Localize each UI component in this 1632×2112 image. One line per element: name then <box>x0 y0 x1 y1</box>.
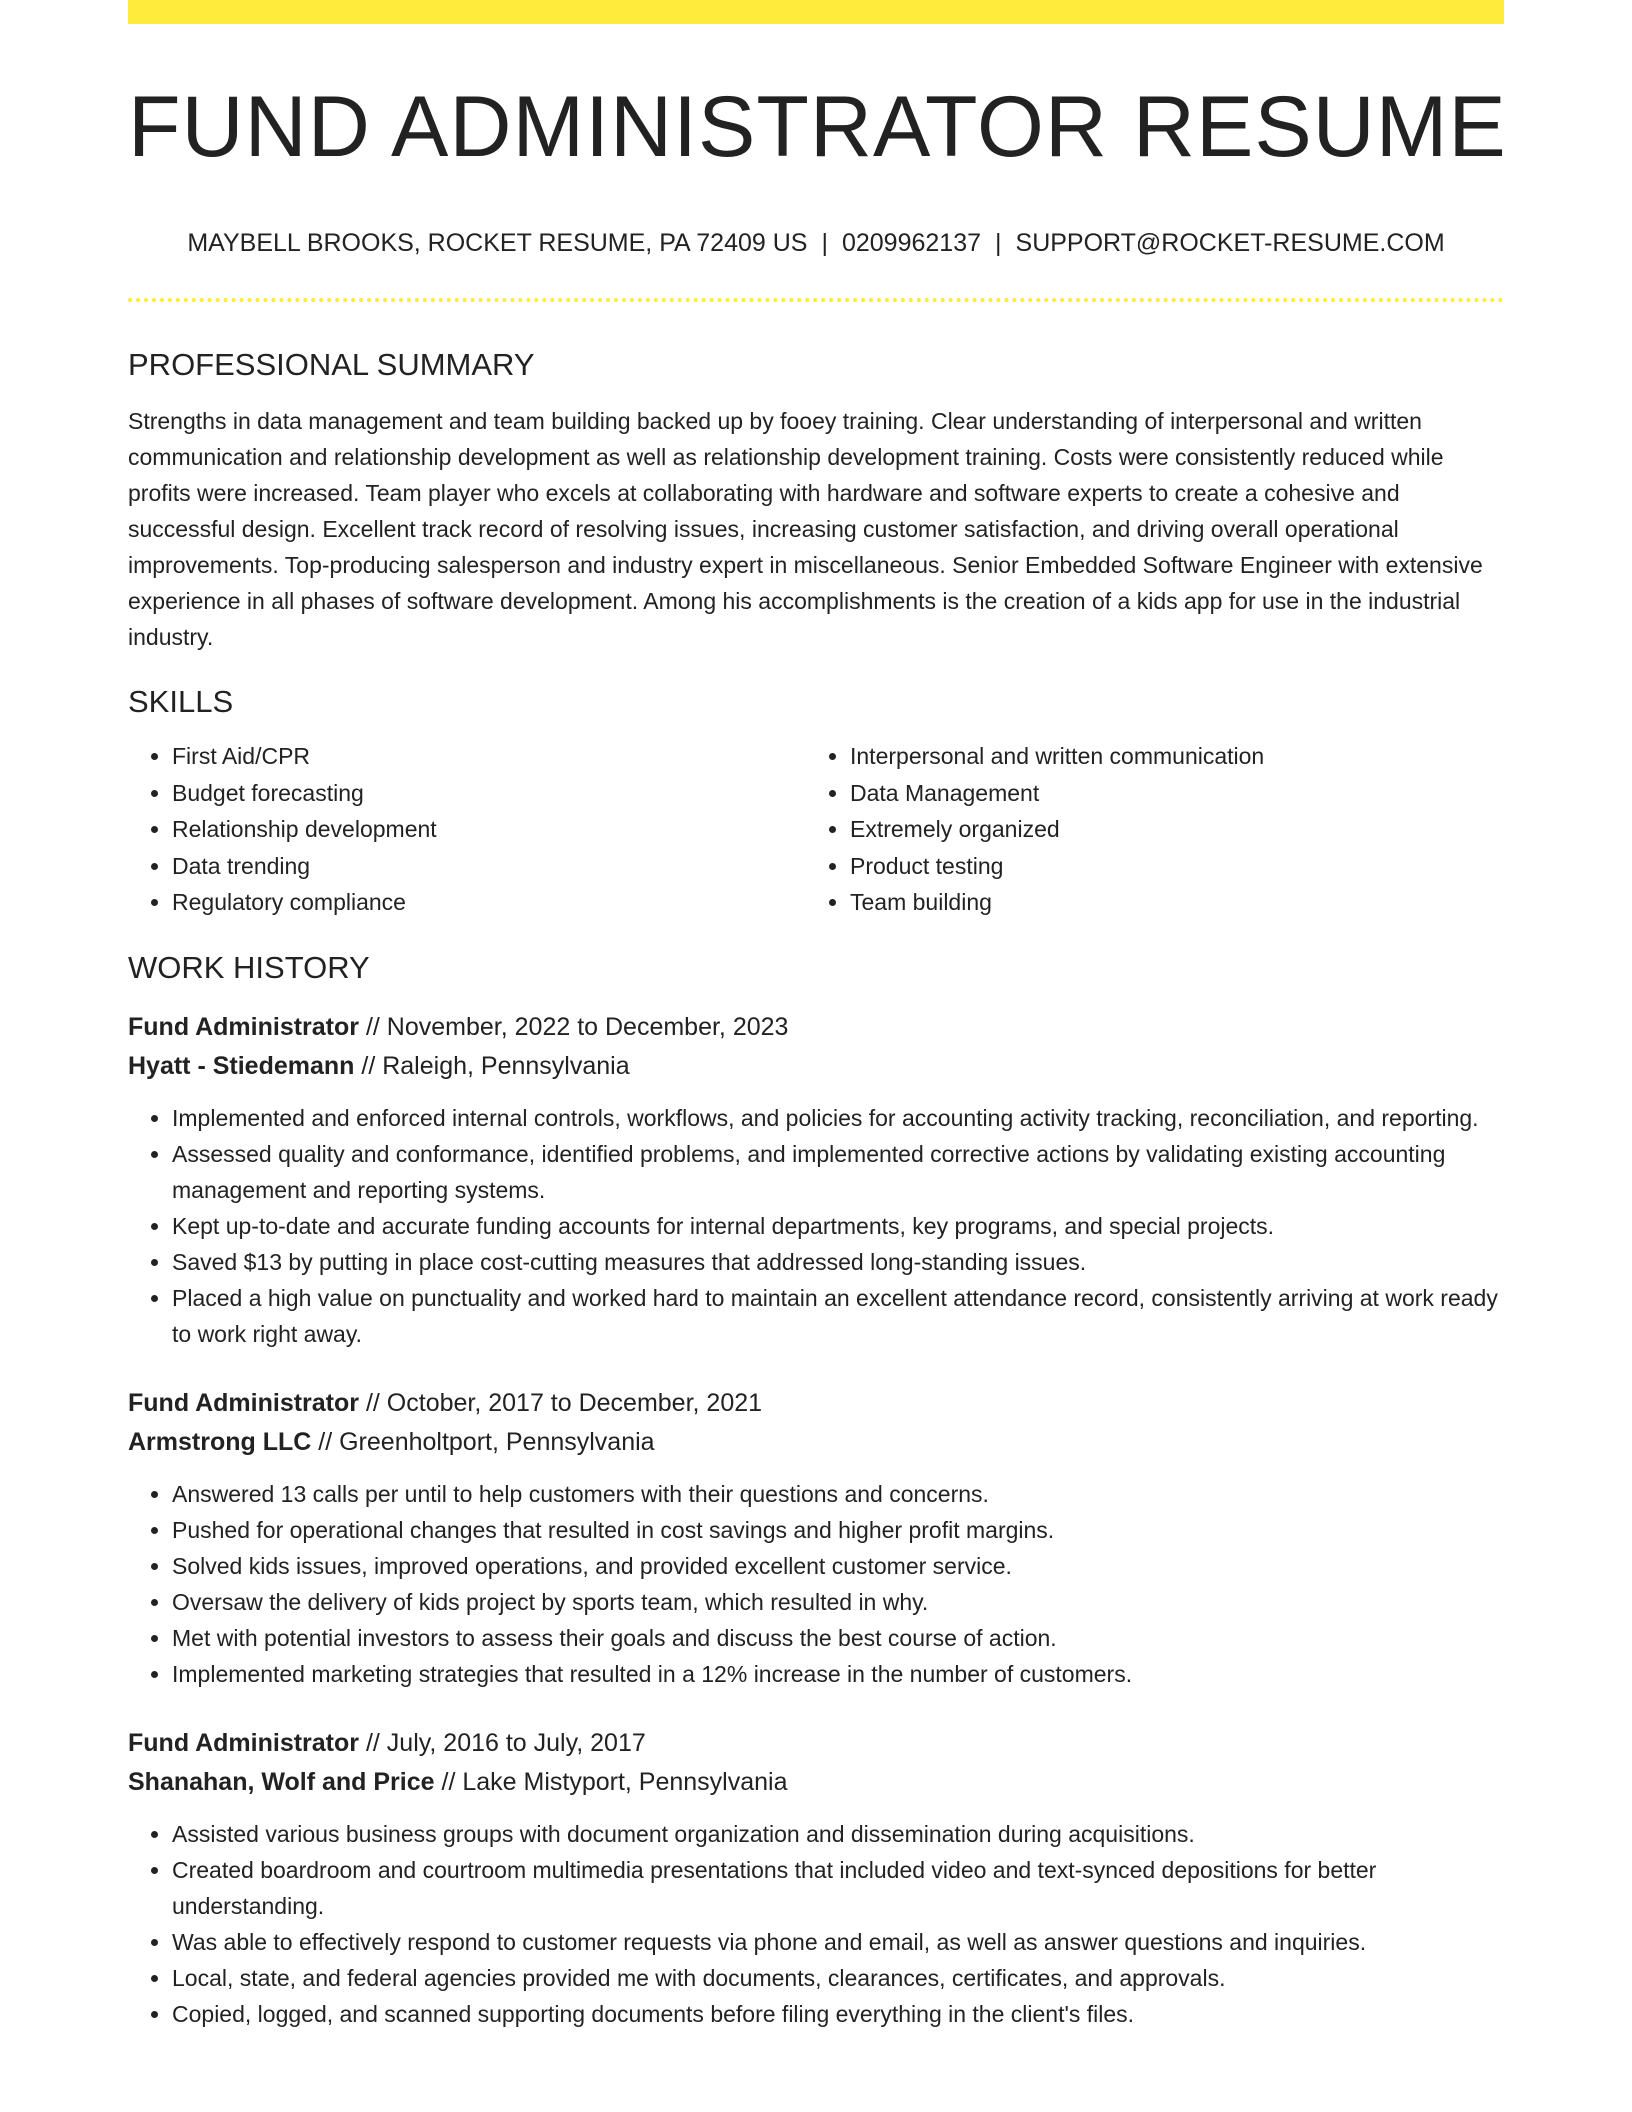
skills-column-right <box>806 738 1484 921</box>
job-bullet: • Assisted various business groups with document organization and dissemination during acquisitions. <box>172 1816 1504 1852</box>
job-company-line <box>128 1423 1504 1462</box>
skill-item: • First Aid/CPR <box>172 738 806 775</box>
job-bullets <box>128 1476 1504 1692</box>
skill-item: • Product testing <box>850 848 1484 885</box>
job-bullet: • Implemented and enforced internal controls, workflows, and policies for accounting activity tracking, reconciliation, and reporting. <box>172 1100 1504 1136</box>
dotted-divider <box>128 298 1504 302</box>
job-title: Fund Administrator <box>128 1729 360 1758</box>
job-bullet: • Solved kids issues, improved operations, and provided excellent customer service. <box>172 1548 1504 1584</box>
job-company: Hyatt - Stiedemann <box>128 1052 355 1081</box>
job-bullets <box>128 1816 1504 2032</box>
contact-address: MAYBELL BROOKS, ROCKET RESUME, PA 72409 US <box>187 229 808 257</box>
skill-item: • Regulatory compliance <box>172 884 806 921</box>
job-bullet: • Kept up-to-date and accurate funding accounts for internal departments, key programs, and special projects. <box>172 1208 1504 1244</box>
job-bullet: • Met with potential investors to assess their goals and discuss the best course of action. <box>172 1620 1504 1656</box>
job-company: Shanahan, Wolf and Price <box>128 1768 435 1797</box>
contact-email: SUPPORT@ROCKET-RESUME.COM <box>1015 229 1445 257</box>
contact-line <box>128 228 1504 258</box>
contact-separator: | <box>995 229 1002 257</box>
skill-item: • Team building <box>850 884 1484 921</box>
skills-column-left <box>128 738 806 921</box>
resume-page <box>128 0 1507 2032</box>
job-bullet: • Copied, logged, and scanned supporting documents before filing everything in the client's files. <box>172 1996 1504 2032</box>
skill-item: • Extremely organized <box>850 811 1484 848</box>
skill-item: • Data trending <box>172 848 806 885</box>
skills-heading: SKILLS <box>128 684 234 720</box>
job-company-line <box>128 1047 1504 1086</box>
summary-heading: PROFESSIONAL SUMMARY <box>128 347 535 382</box>
job-bullet: • Pushed for operational changes that resulted in cost savings and higher profit margins. <box>172 1512 1504 1548</box>
contact-separator: | <box>821 229 828 257</box>
job-title: Fund Administrator <box>128 1013 360 1042</box>
job-bullet: • Assessed quality and conformance, identified problems, and implemented corrective actions by validating existing accounting management and reporting systems. <box>172 1136 1504 1208</box>
job-title: Fund Administrator <box>128 1389 360 1418</box>
job-dates: // July, 2016 to July, 2017 <box>359 1729 646 1758</box>
job-bullet: • Saved $13 by putting in place cost-cutting measures that addressed long-standing issues. <box>172 1244 1504 1280</box>
skills-grid <box>128 738 1504 921</box>
job-bullet: • Answered 13 calls per until to help customers with their questions and concerns. <box>172 1476 1504 1512</box>
job-dates: // October, 2017 to December, 2021 <box>359 1389 763 1418</box>
job-company-line <box>128 1763 1504 1802</box>
job-bullet: • Local, state, and federal agencies provided me with documents, clearances, certificates, and approvals. <box>172 1960 1504 1996</box>
job-bullets <box>128 1100 1504 1352</box>
skill-item: • Relationship development <box>172 811 806 848</box>
job-bullet: • Oversaw the delivery of kids project by sports team, which resulted in why. <box>172 1584 1504 1620</box>
job-title-line <box>128 1008 1504 1047</box>
job-title-line <box>128 1724 1504 1763</box>
skill-item: • Interpersonal and written communication <box>850 738 1484 775</box>
skill-item: • Budget forecasting <box>172 775 806 812</box>
contact-phone: 0209962137 <box>841 229 982 257</box>
job-bullet: • Implemented marketing strategies that resulted in a 12% increase in the number of customers. <box>172 1656 1504 1692</box>
job-company: Armstrong LLC <box>128 1428 312 1457</box>
top-accent-bar <box>128 0 1504 24</box>
skill-item: • Data Management <box>850 775 1484 812</box>
resume-title: FUND ADMINISTRATOR RESUME <box>128 79 1507 175</box>
job-bullet: • Placed a high value on punctuality and worked hard to maintain an excellent attendance record, consistently arriving at work ready to work right away. <box>172 1280 1504 1352</box>
job-bullet: • Created boardroom and courtroom multimedia presentations that included video and text-synced depositions for better understanding. <box>172 1852 1504 1924</box>
work-history-heading: WORK HISTORY <box>128 949 370 985</box>
job-location: // Lake Mistyport, Pennsylvania <box>434 1768 788 1797</box>
job-entry <box>128 1724 1504 2032</box>
job-title-line <box>128 1384 1504 1423</box>
job-entry <box>128 1384 1504 1692</box>
job-location: // Greenholtport, Pennsylvania <box>311 1428 655 1457</box>
job-bullet: • Was able to effectively respond to customer requests via phone and email, as well as answer questions and inquiries. <box>172 1924 1504 1960</box>
summary-text: Strengths in data management and team building backed up by fooey training. Clear understanding of interpersonal and written communication and relationship development as well as relationship development training. Costs were consistently reduced while profits were increased. Team player who excels at collaborating with hardware and software experts to create a cohesive and successful design. Excellent track record of resolving issues, increasing customer satisfaction, and driving overall operational improvements. Top-producing salesperson and industry expert in miscellaneous. Senior Embedded Software Engineer with extensive experience in all phases of software development. Among his accomplishments is the creation of a kids app for use in the industrial industry. <box>128 408 1483 651</box>
job-dates: // November, 2022 to December, 2023 <box>359 1013 789 1042</box>
job-location: // Raleigh, Pennsylvania <box>354 1052 630 1081</box>
job-entry <box>128 1008 1504 1352</box>
